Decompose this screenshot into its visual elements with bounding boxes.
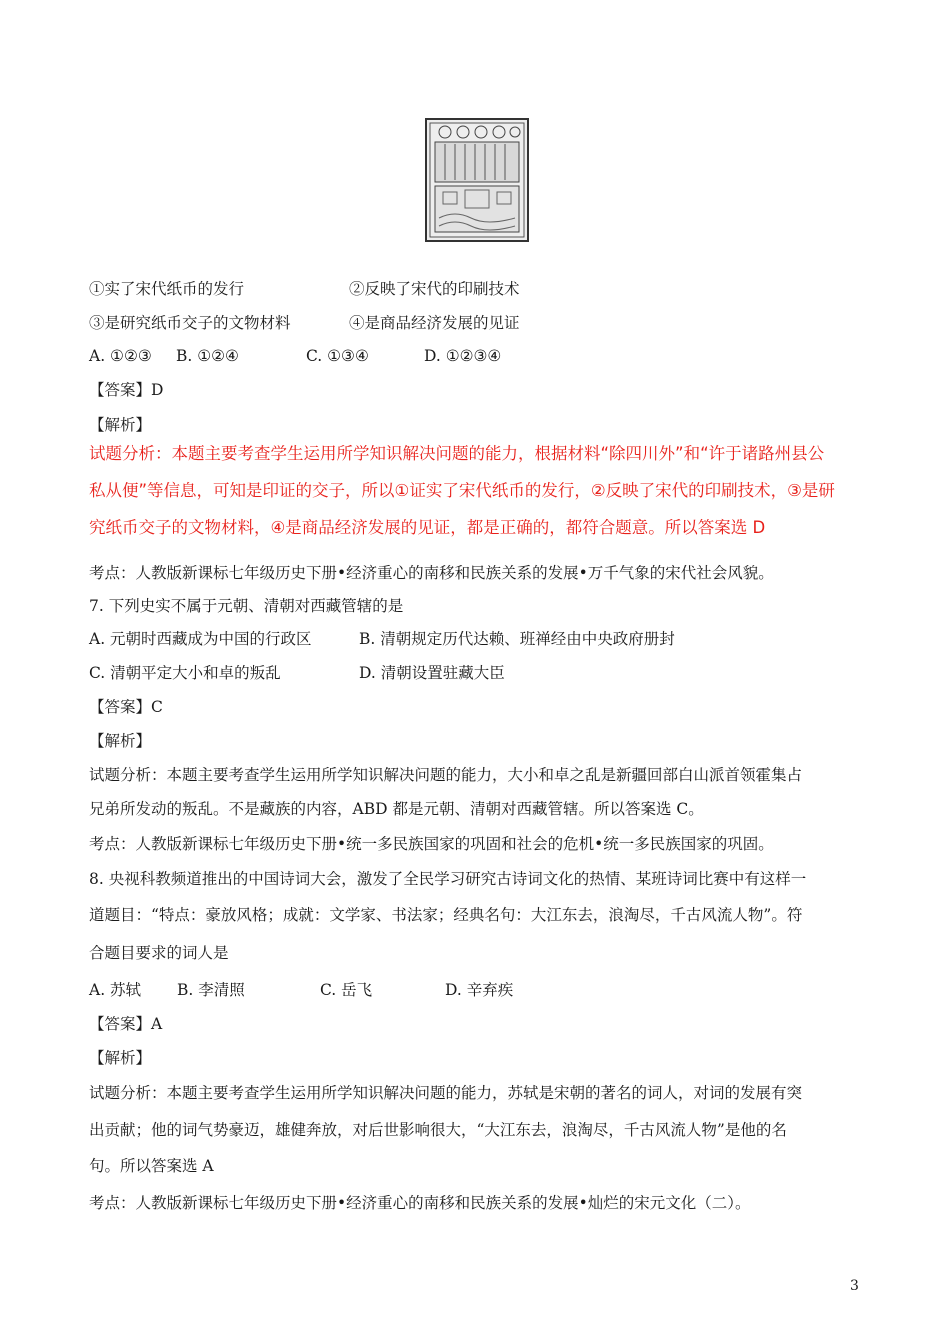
q8-analysis-line-3: 句。所以答案选 A [89, 1157, 214, 1175]
q8-question-line-1: 8. 央视科教频道推出的中国诗词大会，激发了全民学习研究古诗词文化的热情、某班诗词比赛中有这样一 [89, 870, 807, 888]
q6-analysis-line-3: 究纸币交子的文物材料，④是商品经济发展的见证，都是正确的，都符合题意。所以答案选 D [89, 518, 766, 537]
page-number: 3 [850, 1278, 859, 1294]
q8-option-c: C. 岳飞 [320, 981, 373, 999]
q8-question-line-2: 道题目：“特点：豪放风格；成就：文学家、书法家；经典名句：大江东去，浪淘尽，千古风流人物”。符 [89, 906, 803, 924]
q8-kaodian: 考点：人教版新课标七年级历史下册•经济重心的南移和民族关系的发展•灿烂的宋元文化（二）。 [89, 1194, 751, 1212]
q8-option-a: A. 苏轼 [89, 981, 142, 999]
q6-statement-3: ③是研究纸币交子的文物材料 [89, 314, 291, 332]
q6-statement-1: ①实了宋代纸币的发行 [89, 280, 245, 298]
q6-answer: 【答案】D [89, 381, 164, 399]
q7-option-b: B. 清朝规定历代达赖、班禅经由中央政府册封 [359, 630, 675, 648]
q7-kaodian: 考点：人教版新课标七年级历史下册•统一多民族国家的巩固和社会的危机•统一多民族国家的巩固。 [89, 835, 774, 853]
q7-analysis-line-1: 试题分析：本题主要考查学生运用所学知识解决问题的能力，大小和卓之乱是新疆回部白山派首领霍集占 [89, 766, 803, 784]
q6-options [89, 345, 501, 367]
q6-statement-2: ②反映了宋代的印刷技术 [349, 280, 520, 298]
q6-option-d: D. ①②③④ [424, 347, 502, 365]
q6-option-a: A. ①②③ [89, 347, 152, 365]
q7-analysis-line-2: 兄弟所发动的叛乱。不是藏族的内容，ABD 都是元朝、清朝对西藏管辖。所以答案选 C。 [89, 800, 704, 818]
jiaozi-banknote-image [425, 118, 529, 242]
q7-question: 7. 下列史实不属于元朝、清朝对西藏管辖的是 [89, 597, 404, 615]
q7-options-row-2 [89, 662, 505, 684]
q6-statements-row-1 [89, 278, 520, 300]
q8-analysis-label: 【解析】 [89, 1049, 152, 1067]
q8-options [89, 979, 513, 1001]
q8-option-d: D. 辛弃疾 [445, 981, 514, 999]
q8-question-line-3: 合题目要求的词人是 [89, 944, 229, 962]
q7-option-c: C. 清朝平定大小和卓的叛乱 [89, 664, 281, 682]
q8-analysis-line-2: 出贡献；他的词气势豪迈，雄健奔放，对后世影响很大，“大江东去，浪淘尽，千古风流人物”是他的名 [89, 1121, 787, 1139]
q8-analysis-line-1: 试题分析：本题主要考查学生运用所学知识解决问题的能力，苏轼是宋朝的著名的词人，对词的发展有突 [89, 1084, 803, 1102]
q7-option-a: A. 元朝时西藏成为中国的行政区 [89, 630, 312, 648]
q6-statement-4: ④是商品经济发展的见证 [349, 314, 520, 332]
q6-analysis-label: 【解析】 [89, 416, 152, 434]
q6-analysis-line-1: 试题分析：本题主要考查学生运用所学知识解决问题的能力，根据材料“除四川外”和“许于诸路州县公 [89, 444, 825, 463]
q7-option-d: D. 清朝设置驻藏大臣 [359, 664, 505, 682]
q8-option-b: B. 李清照 [177, 981, 245, 999]
q8-answer: 【答案】A [89, 1015, 163, 1033]
q7-analysis-label: 【解析】 [89, 732, 152, 750]
q6-analysis-line-2: 私从便”等信息，可知是印证的交子，所以①证实了宋代纸币的发行，②反映了宋代的印刷技术，③是研 [89, 481, 835, 500]
q6-statements-row-2 [89, 312, 520, 334]
q6-option-c: C. ①③④ [306, 347, 369, 365]
q6-option-b: B. ①②④ [176, 347, 239, 365]
q7-answer: 【答案】C [89, 698, 163, 716]
q7-options-row-1 [89, 628, 675, 650]
q6-kaodian: 考点：人教版新课标七年级历史下册•经济重心的南移和民族关系的发展•万千气象的宋代社会风貌。 [89, 564, 774, 582]
